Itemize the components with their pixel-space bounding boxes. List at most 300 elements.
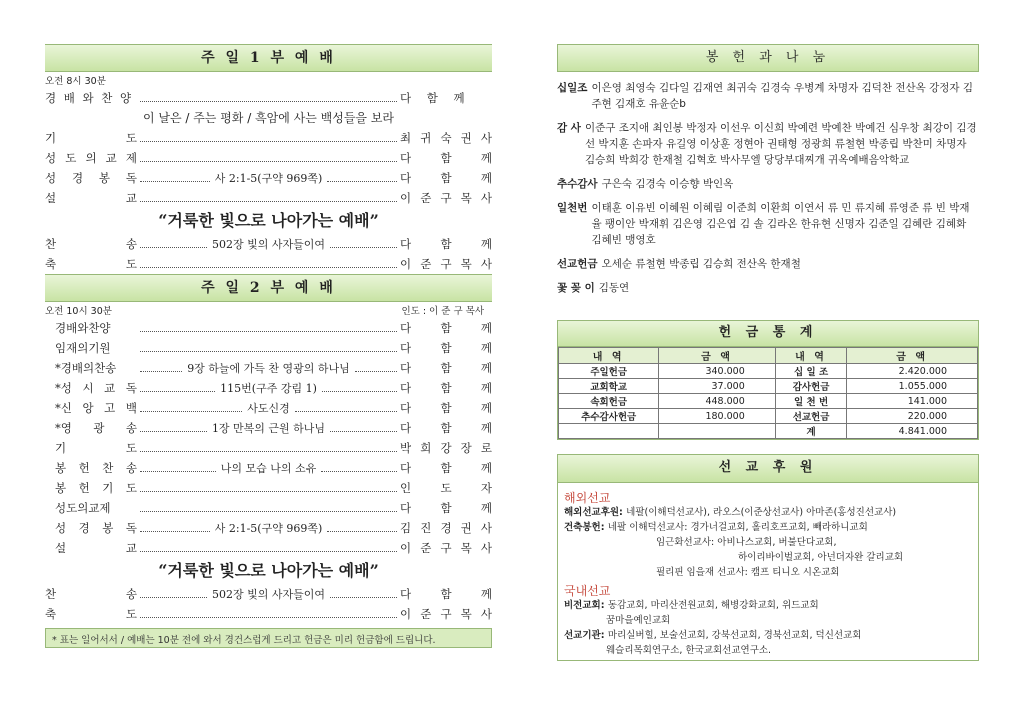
item-label: [45, 586, 137, 602]
char: 송: [125, 237, 137, 251]
item-who: [400, 440, 492, 456]
item-who: [400, 256, 492, 272]
char: 축: [45, 607, 57, 621]
char: 로: [480, 441, 492, 455]
char: 박: [400, 441, 412, 455]
group-label: 추수감사: [557, 178, 598, 190]
leader-dots: [140, 544, 397, 552]
char: 사: [480, 131, 492, 145]
char: 앙: [82, 401, 94, 415]
mission-line: [558, 520, 978, 535]
stats-header: 금 액: [659, 348, 775, 364]
stats-row: [559, 424, 978, 439]
mission-line: [558, 535, 978, 550]
char: 교: [125, 191, 137, 205]
char: 독: [125, 381, 137, 395]
char: 구: [440, 541, 452, 555]
leader-dots: [140, 174, 210, 182]
item-label: [45, 256, 137, 272]
char: 독: [125, 171, 137, 185]
order-row: [45, 128, 492, 148]
item-who: [400, 190, 492, 206]
char: 준: [420, 191, 432, 205]
char: 다: [400, 381, 412, 395]
item-who: [400, 150, 492, 166]
mission-line: [558, 565, 978, 580]
item-label: [45, 236, 137, 252]
char: *영: [55, 421, 72, 435]
char: 께: [480, 381, 492, 395]
char: 다: [400, 361, 412, 375]
item-who: [400, 460, 492, 476]
offering-group: [557, 120, 979, 168]
char: 송: [125, 461, 137, 475]
leader-dots: [140, 324, 397, 332]
service2-leader: 인도 : 이 준 구 목사: [401, 306, 484, 317]
char: 이: [400, 607, 412, 621]
item-who: [400, 586, 492, 602]
mission-box: [557, 454, 979, 661]
stats-header: 내 역: [559, 348, 659, 364]
char: 봉: [102, 521, 114, 535]
group-label: 감 사: [557, 122, 581, 134]
group-names: 김동연: [598, 282, 630, 294]
stats-amount: [659, 424, 775, 439]
mission-line: [558, 598, 978, 613]
stats-amount: 1.055.000: [847, 379, 978, 394]
char: 최: [400, 131, 412, 145]
char: 다: [400, 501, 412, 515]
char: 께: [480, 237, 492, 251]
char: 다: [400, 401, 412, 415]
group-label: 선교헌금: [557, 258, 598, 270]
stats-amount: 180.000: [659, 409, 775, 424]
item-label: [45, 130, 137, 146]
item-label: [45, 460, 137, 476]
char: 송: [125, 421, 137, 435]
item-who: [400, 480, 492, 496]
char: 함: [440, 321, 452, 335]
char: 이: [400, 257, 412, 271]
item-who: [400, 606, 492, 622]
char: 께: [480, 361, 492, 375]
leader-dots: [140, 344, 397, 352]
leader-dots: [140, 464, 216, 472]
char: 도: [440, 481, 452, 495]
item-label: 경배와찬양: [55, 321, 111, 335]
char: 다: [400, 237, 412, 251]
char: 함: [440, 587, 452, 601]
leader-dots: [330, 424, 397, 432]
char: 고: [104, 401, 116, 415]
mission-text: 마리실버힐, 보술선교회, 강북선교회, 경북선교회, 덕신선교회: [607, 630, 862, 641]
group-names: 구은숙 김경숙 이승향 박인옥: [601, 178, 734, 190]
stats-label: 일 천 번: [775, 394, 847, 409]
char: 기: [45, 131, 57, 145]
offering-group: [557, 256, 979, 272]
stats-label: 계: [775, 424, 847, 439]
char: 함: [440, 237, 452, 251]
item-label: [45, 190, 137, 206]
stats-amount: 340.000: [659, 364, 775, 379]
char: 이: [400, 191, 412, 205]
stats-row: [559, 394, 978, 409]
order-row: [45, 378, 492, 398]
leader-dots: [140, 610, 397, 618]
char: 함: [440, 171, 452, 185]
char: 진: [420, 521, 432, 535]
char: 시: [82, 381, 94, 395]
item-who: [400, 320, 492, 336]
char: 인: [400, 481, 412, 495]
item-label: [45, 380, 137, 396]
char: 께: [480, 421, 492, 435]
item-label: 성도의교제: [55, 501, 111, 515]
char: 사: [480, 257, 492, 271]
group-label: 꽃 꽂 이: [557, 282, 595, 294]
item-label: [45, 440, 137, 456]
char: 도: [125, 481, 137, 495]
leader-dots: [327, 524, 397, 532]
stats-row: [559, 409, 978, 424]
offering-group: [557, 200, 979, 248]
offering-column: [557, 44, 979, 661]
mission-label: 선교기관:: [564, 630, 608, 641]
order-row: [45, 338, 492, 358]
mission-label: 비전교회:: [564, 600, 608, 611]
char: 사: [480, 521, 492, 535]
stats-header: 금 액: [847, 348, 978, 364]
item-detail: 502장 빛의 사자들이여: [212, 588, 325, 601]
group-label: 일천번: [557, 202, 588, 214]
leader-dots: [321, 464, 397, 472]
order-row: [45, 234, 492, 254]
char: 도: [125, 441, 137, 455]
char: 강: [440, 441, 452, 455]
char: 구: [440, 191, 452, 205]
order-row: [45, 438, 492, 458]
stats-amount: 141.000: [847, 394, 978, 409]
char: 찬: [45, 237, 57, 251]
char: 경: [440, 521, 452, 535]
item-label: [45, 606, 137, 622]
item-label: *경배의찬송: [55, 361, 117, 375]
item-who: [400, 540, 492, 556]
leader-dots: [140, 504, 397, 512]
leader-dots: [140, 590, 207, 598]
leader-dots: [322, 384, 397, 392]
order-row: [45, 254, 492, 274]
order-row: [45, 188, 492, 208]
char: 다: [400, 587, 412, 601]
mission-text: 동감교회, 마리산전원교회, 해병강화교회, 위드교회: [607, 600, 819, 611]
stats-label: 주일헌금: [559, 364, 659, 379]
char: 다: [400, 341, 412, 355]
order-row: [45, 498, 492, 518]
item-who: [400, 130, 492, 146]
char: 께: [480, 151, 492, 165]
stats-amount: 37.000: [659, 379, 775, 394]
stats-title: 헌 금 통 계: [558, 321, 978, 347]
char: 성: [55, 521, 67, 535]
char: 함: [440, 341, 452, 355]
char: 구: [440, 607, 452, 621]
service1-time: 오전 8시 30분: [45, 76, 106, 87]
char: 권: [460, 131, 472, 145]
stats-label: 속회헌금: [559, 394, 659, 409]
char: 사: [480, 607, 492, 621]
char: 헌: [78, 481, 90, 495]
char: 함: [440, 151, 452, 165]
stats-row: [559, 379, 978, 394]
leader-dots: [140, 384, 215, 392]
char: 도: [125, 131, 137, 145]
stats-label: 감사헌금: [775, 379, 847, 394]
char: 다: [400, 151, 412, 165]
group-names: 이준구 조지애 최인봉 박정자 이선우 이신희 박예련 박예찬 박예건 심우창 최강이 김경선 박지훈 손파자 유길영 이상훈 정현아 권태형 정광희 류철현 박종립 박찬미 차명자 김승희 박희강 한재철 김혁호 박사무엘 당당부대찌개 귀옥예배음악학교: [584, 122, 977, 166]
stats-row: [559, 364, 978, 379]
service1-sermon-title: “거룩한 빛으로 나아가는 예배”: [158, 211, 379, 230]
char: *신: [55, 401, 72, 415]
char: 봉: [55, 481, 67, 495]
leader-dots: [295, 404, 397, 412]
char: 사: [480, 191, 492, 205]
order-row: [45, 418, 492, 438]
char: 준: [420, 257, 432, 271]
stats-label: 교회학교: [559, 379, 659, 394]
leader-dots: [327, 174, 397, 182]
order-row: [45, 168, 492, 188]
char: 도: [125, 607, 137, 621]
char: 구: [440, 257, 452, 271]
group-label: 십일조: [557, 82, 588, 94]
char: 기: [55, 441, 67, 455]
char: 축: [45, 257, 57, 271]
char: 성: [45, 171, 57, 185]
leader-dots: [140, 194, 397, 202]
mission-label: 해외선교후원:: [564, 507, 627, 518]
char: 자: [480, 481, 492, 495]
order-row: [45, 538, 492, 558]
char: 김: [400, 521, 412, 535]
stats-label: 선교헌금: [775, 409, 847, 424]
order-row: [45, 604, 492, 624]
item-label: [45, 400, 137, 416]
item-who: 다 함 께: [400, 91, 471, 105]
item-who: [400, 420, 492, 436]
mission-line: [558, 550, 978, 565]
group-names: 이태훈 이유빈 이혜원 이혜림 이준희 이환희 이연서 류 민 류지혜 류영준 류 빈 박재율 팽이안 박재휘 김은영 김은엽 김 솔 김라온 한유현 신명자 김준일 김혜란 김혜화 김혜빈 맹영호: [591, 202, 970, 246]
char: 께: [480, 321, 492, 335]
stats-amount: 2.420.000: [847, 364, 978, 379]
char: 준: [420, 607, 432, 621]
char: 헌: [78, 461, 90, 475]
footnote: * 표는 일어서서 / 예배는 10분 전에 와서 경건스럽게 드리고 헌금은 미리 헌금함에 드립니다.: [45, 628, 492, 648]
char: 께: [480, 401, 492, 415]
mission-text: 하이리바이벌교회, 아넌더자완 갈리교회: [738, 552, 904, 563]
leader-dots: [140, 484, 397, 492]
mission-text: 네팔(이해덕선교사), 라오스(이준상선교사) 아마존(홍성진선교사): [626, 507, 897, 518]
char: 함: [440, 461, 452, 475]
char: 기: [102, 481, 114, 495]
char: 께: [480, 171, 492, 185]
char: 이: [400, 541, 412, 555]
stats-amount: 4.841.000: [847, 424, 978, 439]
char: 께: [480, 587, 492, 601]
leader-dots: [355, 364, 397, 372]
char: 찬: [45, 587, 57, 601]
service2-time: 오전 10시 30분: [45, 306, 112, 317]
char: 희: [420, 441, 432, 455]
order-row: [45, 318, 492, 338]
item-who: [400, 380, 492, 396]
item-detail: 1장 만복의 근원 하나님: [211, 422, 326, 435]
leader-dots: [140, 240, 207, 248]
leader-dots: [330, 240, 397, 248]
char: 함: [440, 401, 452, 415]
char: 께: [480, 461, 492, 475]
stats-table: [558, 347, 978, 439]
char: 봉: [55, 461, 67, 475]
offering-group: [557, 80, 979, 112]
char: 설: [55, 541, 67, 555]
char: 경: [71, 171, 84, 185]
leader-dots: [140, 404, 242, 412]
group-names: 오세순 류철현 박종립 김승희 전산옥 한재철: [601, 258, 801, 270]
item-who: [400, 400, 492, 416]
item-who: [400, 236, 492, 252]
service1-title: 주 일 1 부 예 배: [45, 44, 492, 72]
char: 함: [440, 501, 452, 515]
char: 광: [93, 421, 105, 435]
char: 의: [85, 151, 97, 165]
char: 귀: [420, 131, 432, 145]
item-who: [400, 360, 492, 376]
mission-line: [558, 613, 978, 628]
mission-label: 건축봉헌:: [564, 522, 608, 533]
item-who: [400, 170, 492, 186]
mission-text: 필리핀 임을재 선교사: 캠프 티니오 시온교회: [656, 567, 840, 578]
item-detail: 사 2:1-5(구약 969쪽): [214, 522, 323, 535]
service2-time-row: [45, 306, 492, 318]
char: 송: [125, 587, 137, 601]
char: 사: [480, 541, 492, 555]
char: 도: [125, 257, 137, 271]
char: 교: [104, 381, 116, 395]
item-who: [400, 520, 492, 536]
item-label: [45, 420, 137, 436]
item-label: [45, 170, 137, 186]
overseas-title: 해외선교: [564, 491, 611, 505]
order-row: [45, 478, 492, 498]
service1-theme: 이 날은 / 주는 평화 / 흑암에 사는 백성들을 보라: [142, 111, 395, 125]
char: 함: [440, 361, 452, 375]
char: 함: [440, 421, 452, 435]
stats-label: 십 일 조: [775, 364, 847, 379]
char: 다: [400, 171, 412, 185]
leader-dots: [140, 444, 397, 452]
char: 께: [480, 501, 492, 515]
char: 다: [400, 321, 412, 335]
char: 봉: [98, 171, 111, 185]
char: 성: [45, 151, 57, 165]
stats-amount: 220.000: [847, 409, 978, 424]
leader-dots: [140, 524, 210, 532]
leader-dots: [140, 260, 397, 268]
domestic-title: 국내선교: [564, 584, 611, 598]
service1-call: [45, 88, 492, 108]
mission-line: [558, 643, 978, 658]
service2-title: 주 일 2 부 예 배: [45, 274, 492, 302]
char: 다: [400, 421, 412, 435]
char: 장: [460, 441, 472, 455]
stats-label: 추수감사헌금: [559, 409, 659, 424]
char: 준: [420, 541, 432, 555]
char: 숙: [440, 131, 452, 145]
stats-label: [559, 424, 659, 439]
char: 백: [125, 401, 137, 415]
char: 도: [65, 151, 77, 165]
char: 찬: [102, 461, 114, 475]
offering-stats-box: [557, 320, 979, 440]
leader-dots: [140, 94, 397, 102]
item-detail: 502장 빛의 사자들이여: [212, 238, 325, 251]
char: 설: [45, 191, 57, 205]
char: 목: [460, 191, 472, 205]
item-who: [400, 500, 492, 516]
offering-group: [557, 280, 979, 296]
mission-text: 네팔 이해덕선교사: 경가너걸교회, 홀리호프교회, 빼라하니교회: [607, 522, 868, 533]
mission-line: [558, 505, 978, 520]
item-detail: 나의 모습 나의 소유: [220, 462, 317, 475]
stats-header: 내 역: [775, 348, 847, 364]
item-label: [45, 540, 137, 556]
char: 경: [78, 521, 90, 535]
item-detail: 115번(구주 강림 1): [220, 382, 317, 395]
service2-sermon-title: “거룩한 빛으로 나아가는 예배”: [158, 561, 379, 580]
mission-text: 꿈마을예인교회: [606, 615, 671, 626]
char: 독: [125, 521, 137, 535]
item-label: [45, 150, 137, 166]
char: 다: [400, 461, 412, 475]
leader-dots: [140, 154, 397, 162]
char: 께: [480, 341, 492, 355]
mission-text: 임근화선교사: 아비나스교회, 버불단다교회,: [656, 537, 837, 548]
char: 목: [460, 257, 472, 271]
char: 교: [125, 541, 137, 555]
char: 목: [460, 541, 472, 555]
item-label: 경 배 와 찬 양: [45, 91, 134, 105]
mission-text: 웨슬리목회연구소, 한국교회선교연구소.: [606, 645, 772, 656]
char: 권: [460, 521, 472, 535]
char: 제: [125, 151, 137, 165]
stats-amount: 448.000: [659, 394, 775, 409]
leader-dots: [140, 424, 207, 432]
group-names: 이은영 최영숙 김다일 김재연 최귀숙 김경숙 우병계 차명자 김덕찬 전산옥 강정자 김주현 김재호 유윤순b: [591, 82, 974, 110]
offering-group: [557, 176, 979, 192]
mission-line: [558, 628, 978, 643]
item-detail: 사도신경: [247, 402, 290, 415]
order-row: [45, 358, 492, 378]
char: 교: [105, 151, 117, 165]
order-row: [45, 148, 492, 168]
item-detail: 사 2:1-5(구약 969쪽): [214, 172, 323, 185]
item-who: [400, 340, 492, 356]
char: 목: [460, 607, 472, 621]
leader-dots: [140, 134, 397, 142]
order-row: [45, 584, 492, 604]
worship-order-column: [45, 44, 492, 648]
